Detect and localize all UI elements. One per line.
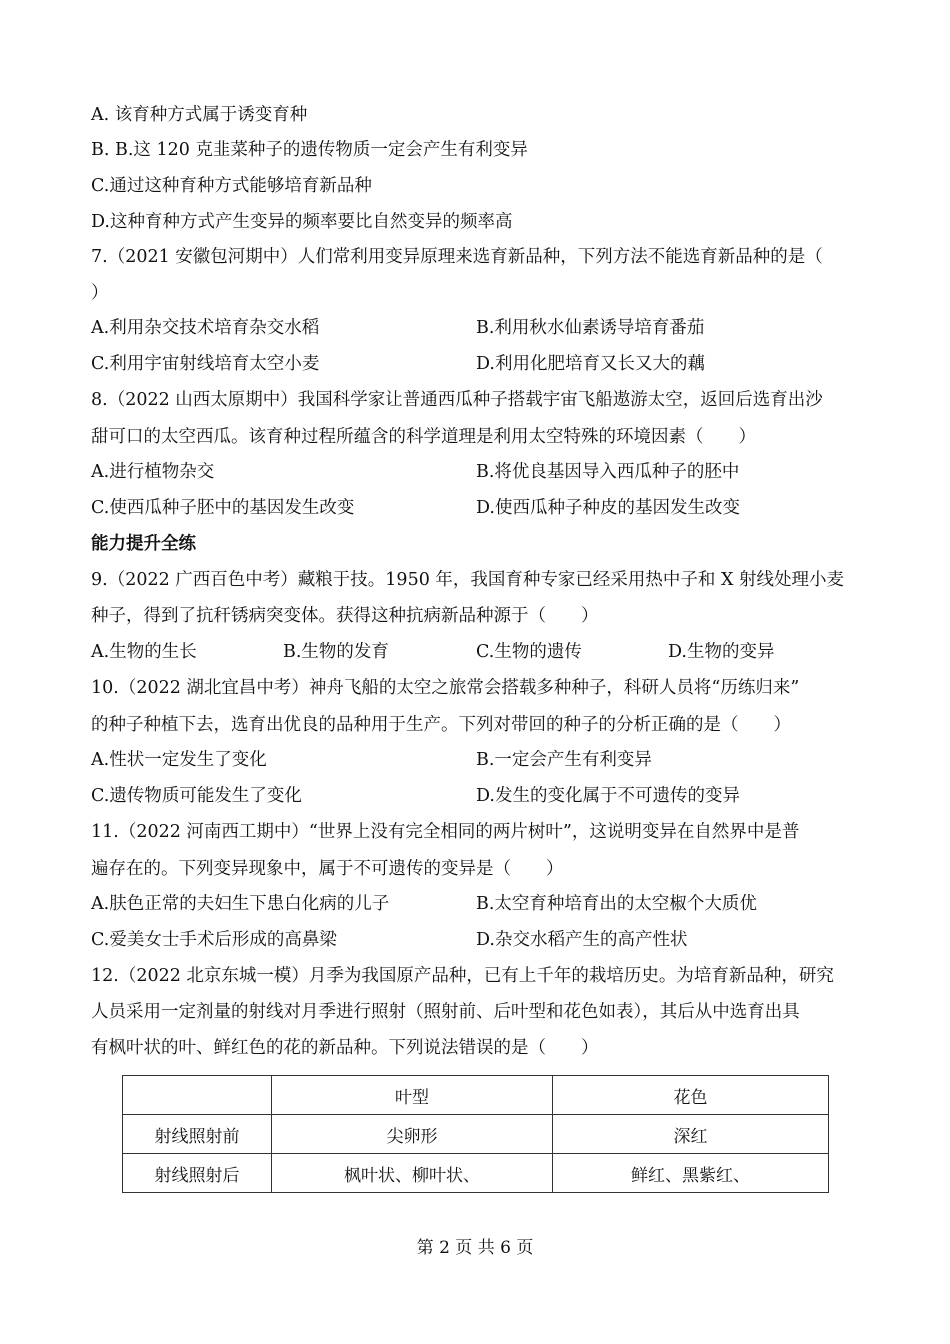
- q11-option-b: B.太空育种培育出的太空椒个大质优: [476, 894, 757, 914]
- section-title: 能力提升全练: [91, 534, 196, 554]
- q11-stem-line1: 11.（2022 河南西工期中）“世界上没有完全相同的两片树叶”，这说明变异在自然界中是普: [91, 822, 800, 842]
- table-header-cell: [123, 1076, 272, 1115]
- q10-option-c: C.遗传物质可能发生了变化: [91, 786, 302, 806]
- q9-option-a: A.生物的生长: [91, 642, 197, 662]
- table-cell: 鲜红、黑紫红、: [553, 1154, 829, 1193]
- q11-options-row1: [91, 892, 757, 916]
- table-cell: 射线照射后: [123, 1154, 272, 1193]
- q9-option-b: B.生物的发育: [283, 642, 389, 662]
- q7-options-row2: [91, 352, 705, 376]
- page-footer: 第 2 页 共 6 页: [416, 1238, 534, 1258]
- table-cell: 射线照射前: [123, 1115, 272, 1154]
- table-header-cell: 花色: [553, 1076, 829, 1115]
- q7-option-d: D.利用化肥培育又长又大的藕: [476, 354, 705, 374]
- q7-option-c: C.利用宇宙射线培育太空小麦: [91, 354, 320, 374]
- q8-option-b: B.将优良基因导入西瓜种子的胚中: [476, 462, 740, 482]
- q10-options-row2: [91, 784, 740, 808]
- q8-options-row1: [91, 460, 740, 484]
- q10-options-row1: [91, 748, 652, 772]
- q12-stem-line3: 有枫叶状的叶、鲜红色的花的新品种。下列说法错误的是（ ）: [91, 1038, 599, 1058]
- q8-option-a: A.进行植物杂交: [91, 462, 215, 482]
- q7-stem-line1: 7.（2021 安徽包河期中）人们常利用变异原理来选育新品种，下列方法不能选育新品种的是（: [91, 247, 823, 267]
- q11-stem-line2: 遍存在的。下列变异现象中，属于不可遗传的变异是（ ）: [91, 859, 564, 879]
- q7-options-row1: [91, 316, 705, 340]
- q6-option-c: C.通过这种育种方式能够培育新品种: [91, 176, 372, 196]
- q9-option-d: D.生物的变异: [668, 642, 775, 662]
- q9-stem-line1: 9.（2022 广西百色中考）藏粮于技。1950 年，我国育种专家已经采用热中子和 X 射线处理小麦: [91, 570, 844, 590]
- q9-stem-line2: 种子，得到了抗秆锈病突变体。获得这种抗病新品种源于（ ）: [91, 606, 599, 626]
- q7-option-b: B.利用秋水仙素诱导培育番茄: [476, 318, 705, 338]
- q6-option-d: D.这种育种方式产生变异的频率要比自然变异的频率高: [91, 212, 513, 232]
- table-header-row: [123, 1076, 829, 1115]
- q9-option-c: C.生物的遗传: [476, 642, 582, 662]
- q7-option-a: A.利用杂交技术培育杂交水稻: [91, 318, 320, 338]
- q10-stem-line1: 10.（2022 湖北宜昌中考）神舟飞船的太空之旅常会搭载多种种子，科研人员将“历练归来”: [91, 678, 800, 698]
- table-header-cell: 叶型: [272, 1076, 553, 1115]
- q10-option-b: B.一定会产生有利变异: [476, 750, 652, 770]
- q8-options-row2: [91, 496, 740, 520]
- q8-option-d: D.使西瓜种子种皮的基因发生改变: [476, 498, 740, 518]
- q11-options-row2: [91, 928, 688, 952]
- q12-stem-line1: 12.（2022 北京东城一模）月季为我国原产品种，已有上千年的栽培历史。为培育新品种，研究: [91, 966, 834, 986]
- table-row: [123, 1154, 829, 1193]
- q7-stem-line2: ）: [91, 283, 109, 303]
- q8-option-c: C.使西瓜种子胚中的基因发生改变: [91, 498, 355, 518]
- irradiation-table: [122, 1075, 829, 1193]
- q8-stem-line1: 8.（2022 山西太原期中）我国科学家让普通西瓜种子搭载宇宙飞船遨游太空，返回后选育出沙: [91, 390, 823, 410]
- q12-stem-line2: 人员采用一定剂量的射线对月季进行照射（照射前、后叶型和花色如表），其后从中选育出具: [91, 1002, 800, 1022]
- q11-option-d: D.杂交水稻产生的高产性状: [476, 930, 688, 950]
- q11-option-c: C.爱美女士手术后形成的高鼻梁: [91, 930, 337, 950]
- q10-option-a: A.性状一定发生了变化: [91, 750, 267, 770]
- q6-option-a: A. 该育种方式属于诱变育种: [91, 105, 308, 125]
- table-cell: 深红: [553, 1115, 829, 1154]
- table-cell: 尖卵形: [272, 1115, 553, 1154]
- table-cell: 枫叶状、柳叶状、: [272, 1154, 553, 1193]
- q10-option-d: D.发生的变化属于不可遗传的变异: [476, 786, 740, 806]
- q11-option-a: A.肤色正常的夫妇生下患白化病的儿子: [91, 894, 390, 914]
- q8-stem-line2: 甜可口的太空西瓜。该育种过程所蕴含的科学道理是利用太空特殊的环境因素（ ）: [91, 427, 756, 447]
- table-row: [123, 1115, 829, 1154]
- q10-stem-line2: 的种子种植下去，选育出优良的品种用于生产。下列对带回的种子的分析正确的是（ ）: [91, 715, 791, 735]
- q6-option-b: B. B.这 120 克韭菜种子的遗传物质一定会产生有利变异: [91, 140, 528, 160]
